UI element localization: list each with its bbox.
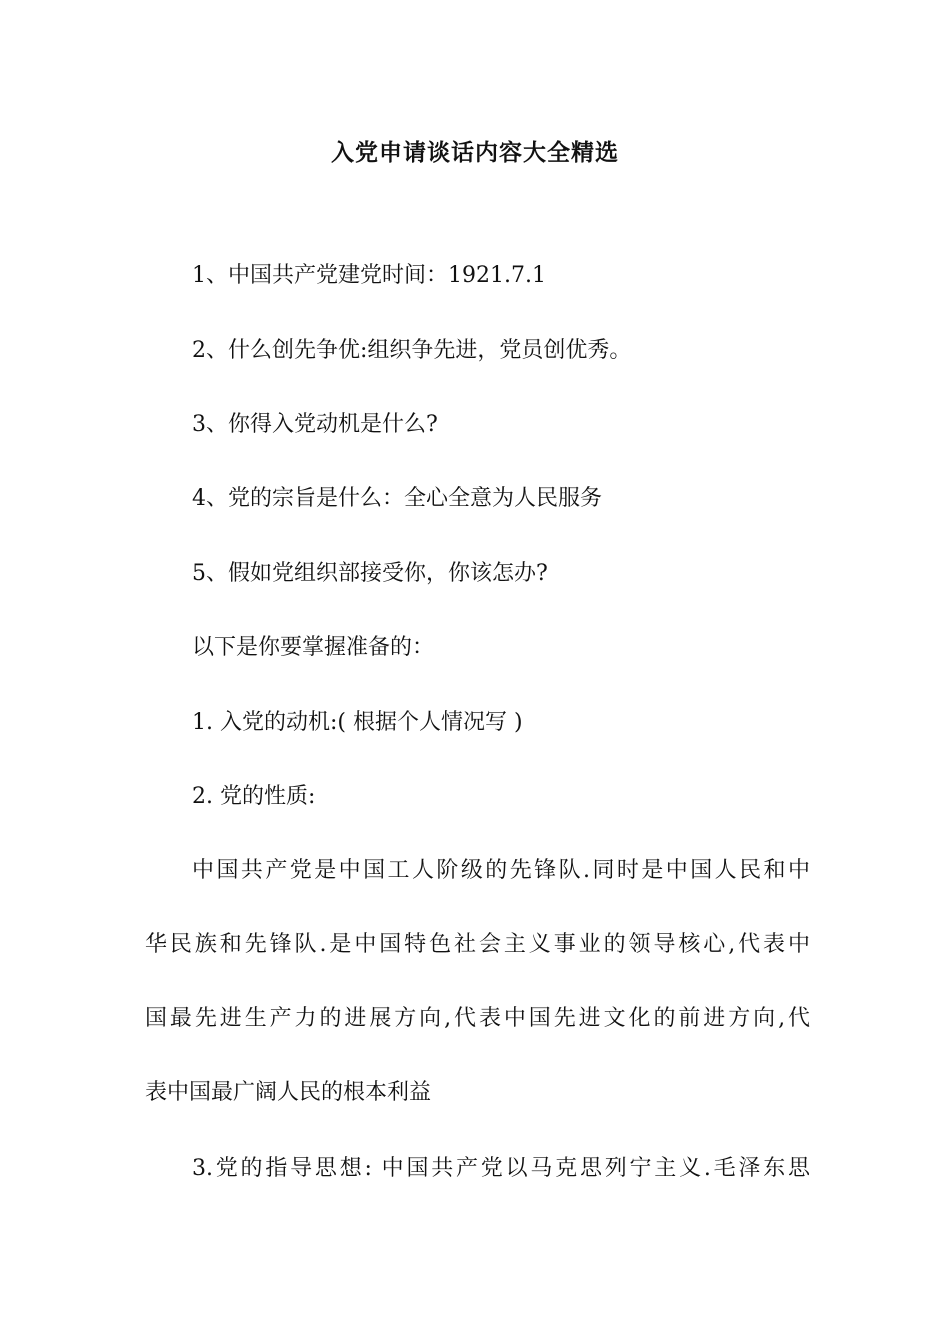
- preparation-heading: 以下是你要掌握准备的：: [192, 635, 435, 660]
- paragraph-line: 中国共产党是中国工人阶级的先锋队.同时是中国人民和中: [192, 858, 810, 883]
- paragraph-line: 华民族和先锋队.是中国特色社会主义事业的领导核心,代表中: [145, 932, 810, 957]
- list-item-founding-date: 1、中国共产党建党时间：1921.7.1: [192, 263, 546, 288]
- list-item-party-purpose: 4、党的宗旨是什么：全心全意为人民服务: [192, 486, 602, 511]
- document-title: 入党申请谈话内容大全精选: [331, 139, 619, 166]
- list-item-excellence: 2、什么创先争优:组织争先进，党员创优秀。: [192, 338, 632, 363]
- list-item-joining-motivation: 1. 入党的动机:( 根据个人情况写 ): [192, 710, 523, 735]
- guiding-thought-paragraph: [145, 1132, 810, 1206]
- paragraph-line: 国最先进生产力的进展方向,代表中国先进文化的前进方向,代: [145, 1006, 810, 1031]
- list-item-motivation-question: 3、你得入党动机是什么?: [192, 412, 438, 437]
- paragraph-line: 3.党的指导思想: 中国共产党以马克思列宁主义.毛泽东思: [192, 1156, 810, 1181]
- party-nature-paragraph: [145, 834, 810, 1130]
- list-item-party-nature: 2. 党的性质:: [192, 784, 316, 809]
- paragraph-line: 表中国最广阔人民的根本利益: [145, 1080, 432, 1105]
- list-item-rejection-question: 5、假如党组织部接受你，你该怎办?: [192, 561, 548, 586]
